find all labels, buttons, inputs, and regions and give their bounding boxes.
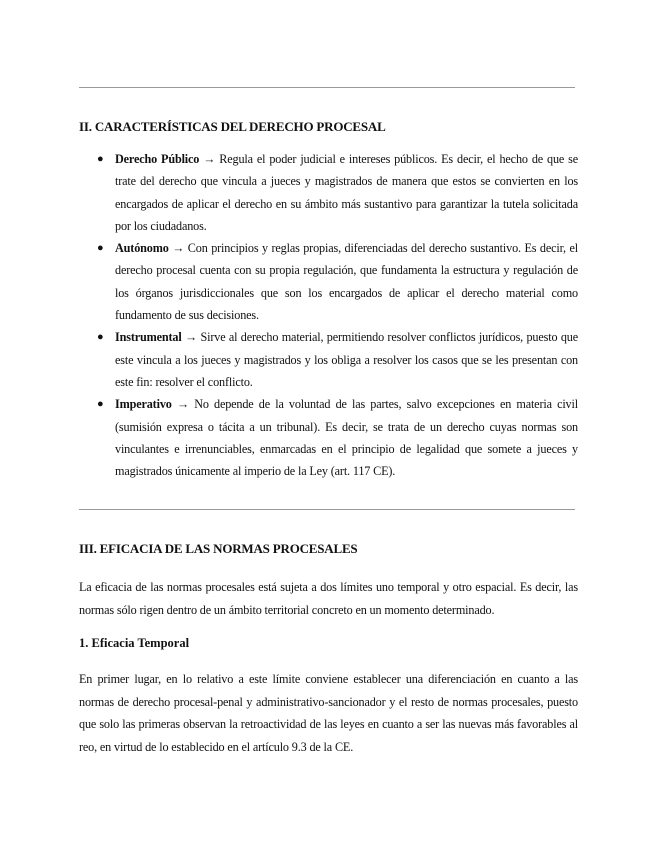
section-3-intro: La eficacia de las normas procesales está sujeta a dos límites uno temporal y otro espacial. Es decir, las normas sólo rigen dentro de un ámbito territorial concreto en un momento determinado. [79,580,578,617]
arrow-icon: → [176,397,189,412]
section-divider-top [79,87,575,88]
section-2-heading: II. CARACTERÍSTICAS DEL DERECHO PROCESAL [79,119,386,134]
item-term: Instrumental [115,330,182,345]
section-3-heading: III. EFICACIA DE LAS NORMAS PROCESALES [79,541,358,556]
list-item-derecho-publico [79,148,578,237]
bullet-icon: ● [97,153,104,165]
characteristics-list [79,148,578,482]
subsection-1-heading: 1. Eficacia Temporal [79,636,190,650]
list-item-imperativo [79,393,578,482]
bullet-icon: ● [97,331,104,344]
item-term: Autónomo [115,241,169,256]
arrow-icon: → [185,330,198,345]
bullet-icon: ● [97,242,104,255]
arrow-icon: → [203,152,216,166]
item-text: Con principios y reglas propias, diferenciadas del derecho sustantivo. Es decir, el derecho procesal cuenta con su propia regulación, que fundamenta la estructura y regulación de los órganos jurisdiccionales que son los encargados de aplicar el derecho material como fundamento de sus decisiones. [115,241,578,323]
item-term: Imperativo [115,397,172,412]
list-item-instrumental [79,326,578,393]
subsection-1-text: En primer lugar, en lo relativo a este límite conviene establecer una diferenciación en cuanto a las normas de derecho procesal-penal y administrativo-sancionador y el resto de normas procesales, puesto que solo las primeras observan la retroactividad de las leyes en cuanto a ser las nuevas más favorables al reo, en virtud de lo establecido en el artículo 9.3 de la CE. [79,672,578,754]
list-item-autonomo [79,237,578,326]
section-divider-middle [79,509,575,510]
item-text: Regula el poder judicial e intereses públicos. Es decir, el hecho de que se trate del derecho que vincula a jueces y magistrados de manera que estos se convierten en los encargados de aplicar el derecho en su ámbito más sustantivo para garantizar la tutela solicitada por los ciudadanos. [115,152,578,233]
item-term: Derecho Público [115,152,200,166]
item-text: Sirve al derecho material, permitiendo resolver conflictos jurídicos, puesto que este vincula a los jueces y magistrados y los obliga a resolver los casos que se les presentan con este fin: resolver el conflicto. [115,330,578,389]
arrow-icon: → [172,241,185,256]
bullet-icon: ● [97,398,104,411]
item-text: No depende de la voluntad de las partes, salvo excepciones en materia civil (sumisión expresa o tácita a un tribunal). Es decir, se trata de un derecho cuyas normas son vinculantes e irrenunciables, enmarcadas en el principio de legalidad que somete a jueces y magistrados únicamente al imperio de la Ley (art. 117 CE). [115,397,578,479]
